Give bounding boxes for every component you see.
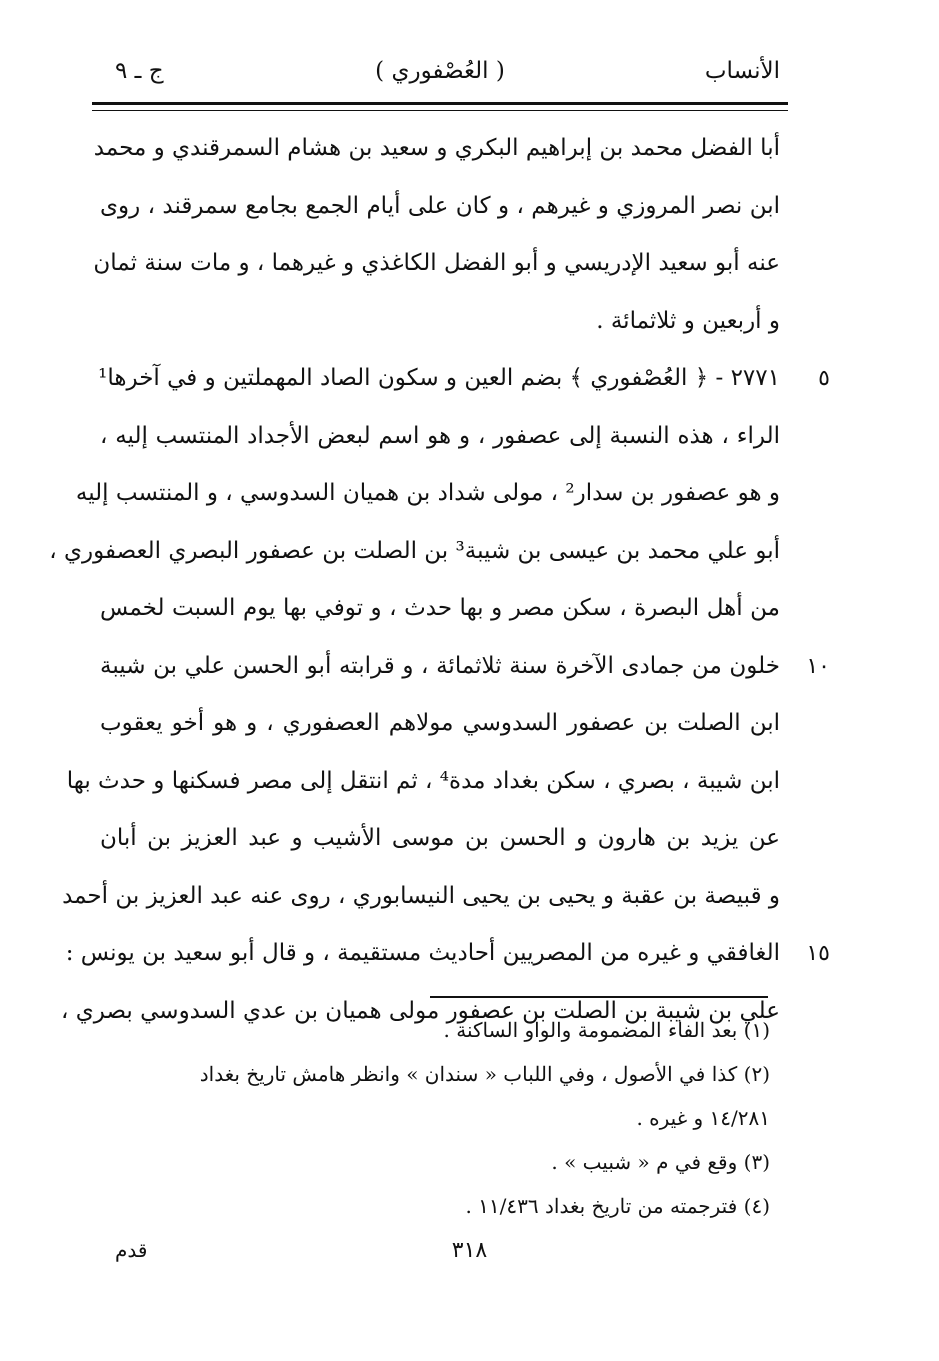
text-line: [100, 178, 780, 236]
line-text: علي بن شيبة بن الصلت بن عصفور مولى هميان بن عدي السدوسي بصري ،: [61, 997, 780, 1024]
line-text: الراء ، هذه النسبة إلى عصفور ، و هو اسم لبعض الأجداد المنتسب إليه ،: [100, 422, 780, 449]
text-line: [100, 408, 780, 466]
text-line: [100, 638, 830, 696]
text-line: [98, 350, 830, 408]
text-line: [100, 695, 780, 753]
text-line: [65, 925, 830, 983]
footnote: (٤) فترجمته من تاريخ بغداد ١١/٤٣٦ .: [465, 1194, 770, 1218]
header-rule-thin: [92, 110, 788, 111]
footnotes: [80, 1008, 770, 1228]
text-line: [93, 235, 780, 293]
line-text: خلون من جمادى الآخرة سنة ثلاثمائة ، و قرابته أبو الحسن علي بن شيبة: [100, 652, 780, 679]
footnote: (٣) وقع في م « شبيب » .: [551, 1150, 770, 1174]
footnote-separator: [430, 996, 768, 998]
page-header: [90, 50, 790, 94]
line-text: و قبيصة بن عقبة و يحيى بن يحيى النيسابوري ، روى عنه عبد العزيز بن أحمد: [62, 882, 780, 909]
page-footer: [0, 1238, 939, 1268]
line-text: من أهل البصرة ، سكن مصر و بها حدث ، و توفي بها يوم السبت لخمس: [100, 595, 780, 621]
line-text: الغافقي و غيره من المصريين أحاديث مستقيمة ، و قال أبو سعيد بن يونس :: [65, 940, 780, 966]
main-text: [49, 120, 830, 1040]
line-text: ابن نصر المروزي و غيرهم ، و كان على أيام الجمع بجامع سمرقند ، روى: [100, 192, 780, 219]
text-line: [49, 523, 780, 581]
text-line: [100, 580, 780, 638]
line-text: عنه أبو سعيد الإدريسي و أبو الفضل الكاغذي و غيرهما ، و مات سنة ثمان: [93, 250, 780, 276]
text-line: [100, 293, 780, 351]
section-title: ( العُصْفوري ): [375, 58, 505, 84]
book-title: الأنساب: [704, 58, 780, 84]
line-text: ابن شيبة ، بصري ، سكن بغداد مدة⁴ ، ثم انتقل إلى مصر فسكنها و حدث بها: [66, 767, 780, 794]
footnote: (١) بعد الفاء المضمومة والواو الساكنة .: [443, 1018, 770, 1042]
line-text: أبو علي محمد بن عيسى بن شيبة³ بن الصلت بن عصفور البصري العصفوري ،: [49, 537, 780, 564]
header-rule-thick: [92, 102, 788, 105]
line-text: ٢٧٧١ - ﴿ العُصْفوري ﴾ بضم العين و سكون الصاد المهملتين و في آخرها¹: [98, 365, 780, 391]
text-line: [100, 810, 780, 868]
text-line: [62, 868, 780, 926]
footnote: ١٤/٢٨١ و غيره .: [636, 1106, 770, 1130]
line-text: و أربعين و ثلاثمائة .: [596, 307, 780, 334]
volume-label: ج ـ ٩: [115, 58, 164, 84]
signature-mark: قدم: [115, 1238, 148, 1262]
text-line: [75, 465, 780, 523]
text-line: [66, 753, 780, 811]
line-number: ٥: [818, 366, 830, 391]
line-number: ١٥: [806, 941, 830, 966]
line-text: ابن الصلت بن عصفور السدوسي مولاهم العصفوري ، و هو أخو يعقوب: [100, 710, 780, 736]
line-text: و هو عصفور بن سدار² ، مولى شداد بن هميان السدوسي ، و المنتسب إليه: [75, 480, 780, 506]
line-number: ١٠: [806, 653, 830, 679]
text-line: [93, 120, 780, 178]
line-text: أبا الفضل محمد بن إبراهيم البكري و سعيد بن هشام السمرقندي و محمد: [93, 135, 780, 161]
line-text: عن يزيد بن هارون و الحسن بن موسى الأشيب و عبد العزيز بن أبان: [100, 825, 780, 851]
page-number: ٣١٨: [451, 1238, 488, 1263]
footnote: (٢) كذا في الأصول ، وفي اللباب « سندان » وانظر هامش تاريخ بغداد: [199, 1062, 770, 1086]
